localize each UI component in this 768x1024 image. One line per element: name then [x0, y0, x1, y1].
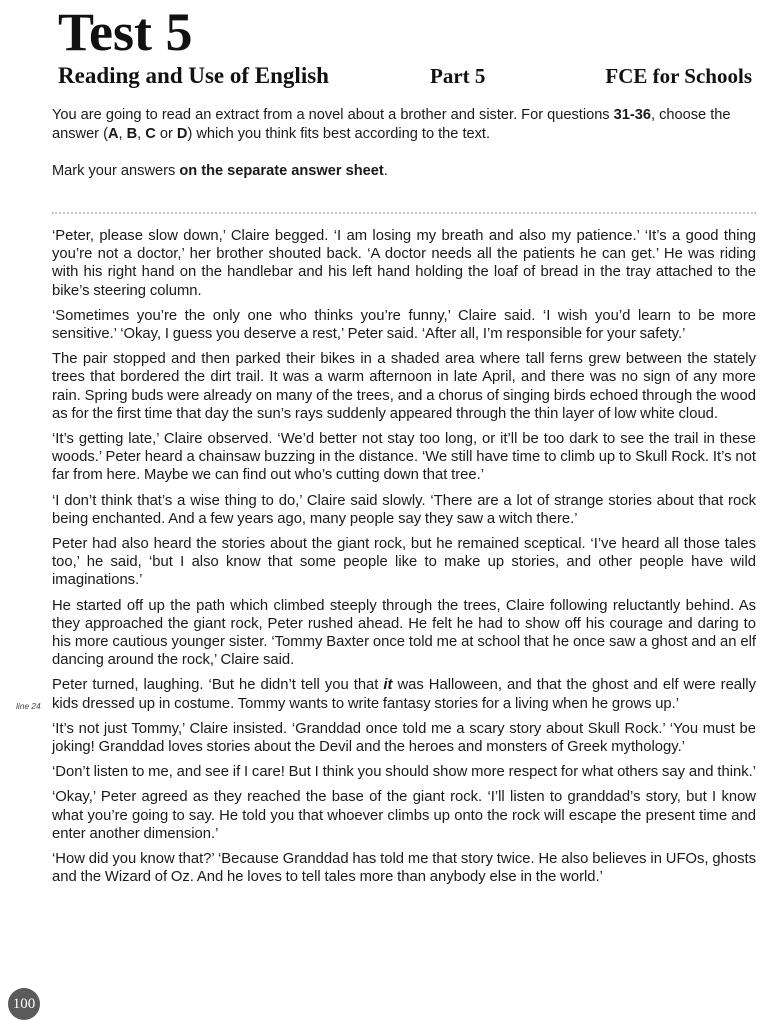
mark-text: . — [383, 163, 388, 179]
instructions-intro — [52, 106, 756, 144]
exam-label: FCE for Schools — [605, 64, 752, 88]
paragraph-9: ‘It’s not just Tommy,’ Claire insisted. ‘Granddad once told me a scary story about Skull Rock.’ ‘You must be joking! Granddad loves stories about the Devil and the heroes and monsters of Greek mythology.’ — [52, 720, 756, 756]
paragraph-5: ‘I don’t think that’s a wise thing to do,’ Claire said slowly. ‘There are a lot of strange stories about that rock being enchanted. And a few years ago, many people say they saw a witch there.’ — [52, 492, 756, 527]
paragraph-7: He started off up the path which climbed steeply through the trees, Claire following reluctantly behind. As they approached the giant rock, Peter rushed ahead. He felt he had to show off his courage and daring to his more cautious younger sister. ‘Tommy Baxter once told me at school that he once saw a ghost and an elf dancing around the rock,’ Claire said. — [52, 597, 756, 669]
page-number: 100 — [8, 988, 40, 1020]
paragraph-1: ‘Peter, please slow down,’ Claire begged. ‘I am losing my breath and also my patience.’ ‘It’s a good thing you’re not a doctor,’ her brother shouted back. ‘A doctor needs all the patients he can get.’ He was riding with his right hand on the handlebar and his left hand holding the loaf of bread in the tray attached to the bike’s steering column. — [52, 228, 756, 299]
emphasis-it: it — [383, 677, 393, 694]
answer-sheet-emphasis: on the separate answer sheet — [179, 163, 384, 179]
reading-text — [16, 227, 757, 894]
section-header — [58, 60, 752, 92]
line-marker: line 24 — [16, 701, 41, 712]
option-c: C — [145, 126, 156, 142]
divider — [52, 212, 756, 214]
paragraph-12: ‘How did you know that?’ ‘Because Granddad has told me that story twice. He also believes in UFOs, ghosts and the Wizard of Oz. And he loves to tell tales more than anybody else in the world.’ — [52, 851, 756, 886]
intro-text: ) which you think fits best according to the text. — [187, 126, 491, 142]
paragraph-10: ‘Don’t listen to me, and see if I care! But I think you should show more respect for what others say and think.’ — [52, 764, 757, 781]
mark-text: Mark your answers — [52, 163, 180, 179]
option-b: B — [126, 126, 138, 142]
separator: , — [137, 126, 146, 142]
option-a: A — [107, 126, 119, 142]
mark-instruction — [52, 162, 756, 181]
paragraph-text: was Halloween, and that the ghost and elf were really kids dressed up in costume. Tommy wants to write fantasy stories for a living when he grows up.’ — [52, 677, 756, 712]
intro-text: , choose the answer ( — [52, 107, 731, 142]
separator: , — [118, 126, 127, 142]
option-d: D — [176, 126, 188, 142]
section-name: Reading and Use of English — [58, 63, 329, 88]
part-label: Part 5 — [430, 64, 486, 88]
separator: or — [155, 126, 177, 142]
paragraph-11: ‘Okay,’ Peter agreed as they reached the base of the giant rock. ‘I’ll listen to granddad’s story, but I know what you’re going to say. He told you that whoever climbs up onto the rock will escape the present time and enter another dimension.’ — [52, 789, 756, 842]
paragraph-text: Peter turned, laughing. ‘But he didn’t tell you that — [52, 677, 384, 694]
test-title: Test 5 — [58, 2, 193, 62]
paragraph-4: ‘It’s getting late,’ Claire observed. ‘We’d better not stay too long, or it’ll be too dark to see the trail in these woods.’ Peter heard a chainsaw buzzing in the distance. ‘We still have time to climb up to Skull Rock. It’s not far from here. Maybe we can find out who’s cutting down that tree.’ — [52, 431, 756, 484]
paragraph-2: ‘Sometimes you’re the only one who thinks you’re funny,’ Claire said. ‘I wish you’d learn to be more sensitive.’ ‘Okay, I guess you deserve a rest,’ Peter said. ‘After all, I’m responsible for your safety.’ — [52, 307, 756, 343]
paragraph-6: Peter had also heard the stories about the giant rock, but he remained sceptical. ‘I’ve heard all those tales too,’ he said, ‘but I also know that some people like to make up stories, and other people have wild imaginations.’ — [52, 536, 756, 589]
question-range: 31-36 — [613, 107, 651, 123]
intro-text: You are going to read an extract from a novel about a brother and sister. For questions — [52, 107, 614, 123]
paragraph-8 — [16, 676, 756, 712]
paragraph-3: The pair stopped and then parked their bikes in a shaded area where tall ferns grew between the stately trees that bordered the dirt trail. It was a warm afternoon in late April, and there was no sign of any more rain. Spring buds were already on many of the trees, and a chorus of singing birds echoed through the wood as for the first time that day the sun’s rays suddenly appeared through the thin layer of low white cloud. — [52, 351, 756, 422]
